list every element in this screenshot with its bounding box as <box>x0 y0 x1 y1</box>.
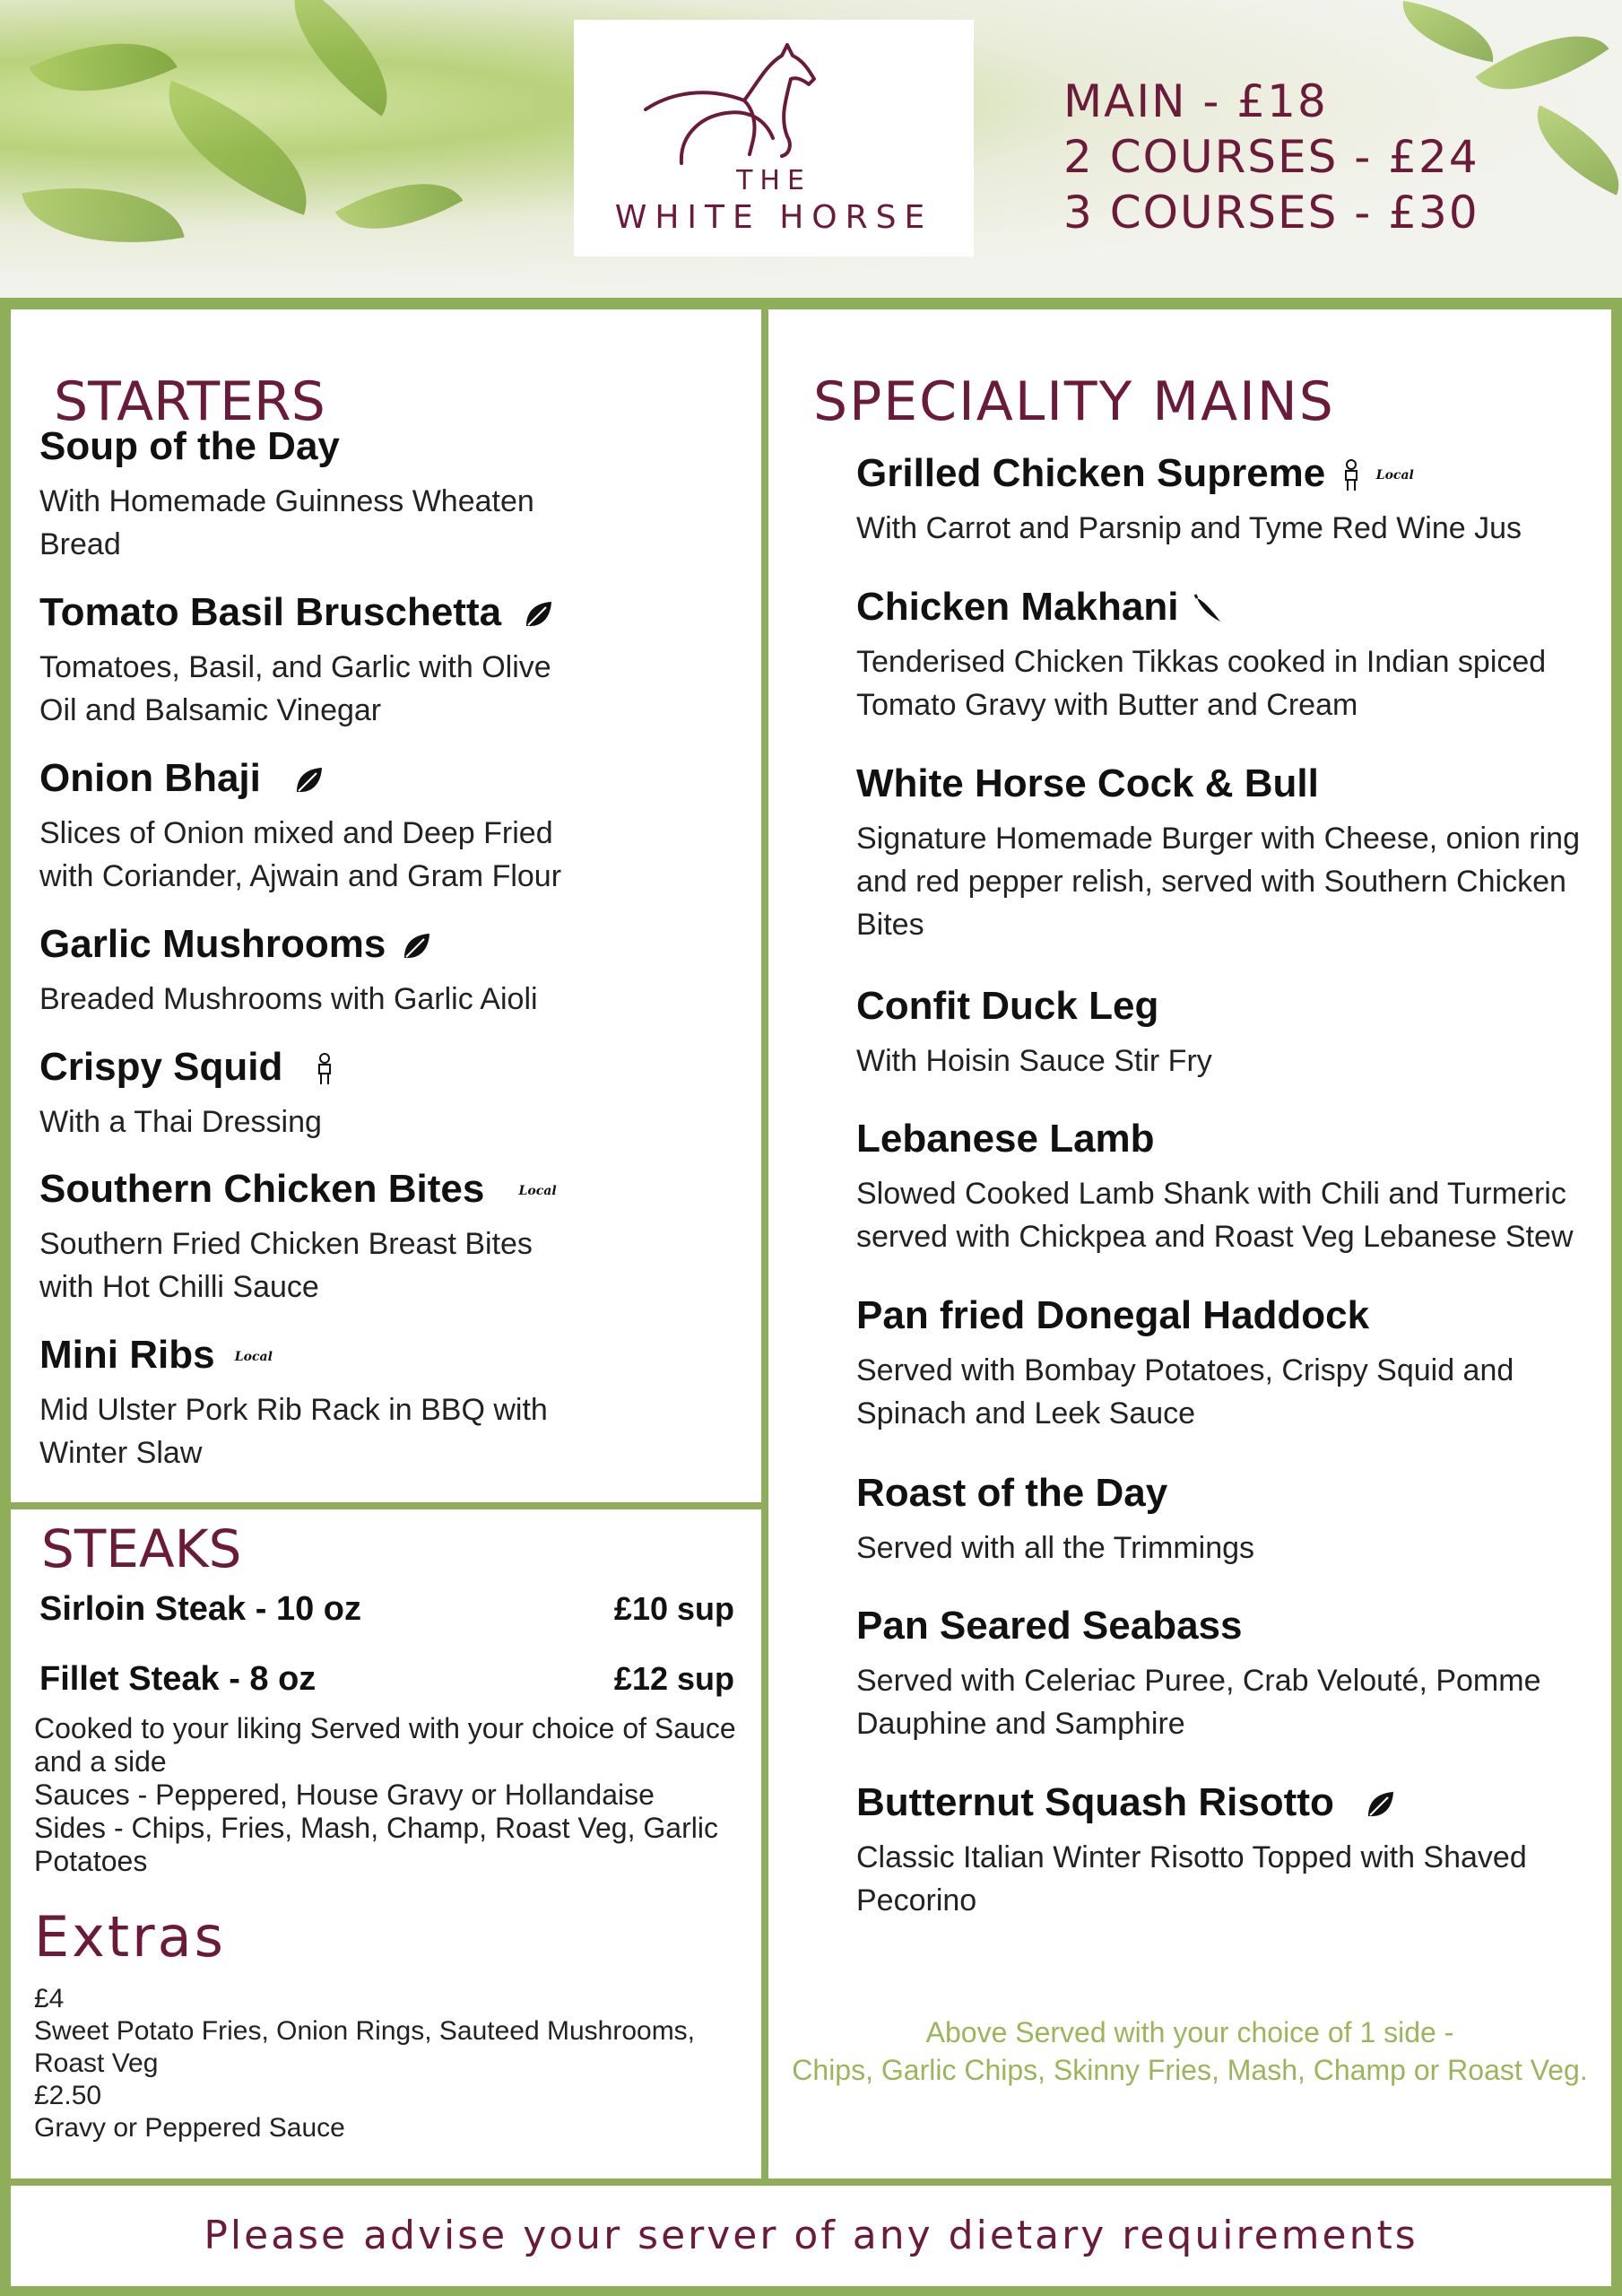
item-desc: Mid Ulster Pork Rib Rack in BBQ with Winter Slaw <box>39 1393 548 1470</box>
item-name: Onion Bhaji <box>39 756 261 800</box>
item-desc: Signature Homemade Burger with Cheese, onion ring and red pepper relish, served with Southern Chicken Bites <box>856 822 1581 942</box>
logo-the-text: THE <box>736 165 811 196</box>
extras-items: Gravy or Peppered Sauce <box>34 2113 345 2143</box>
local-label: Local <box>234 1350 273 1365</box>
starter-item <box>39 1045 721 1144</box>
leaf-decoration <box>335 154 464 259</box>
price-three-courses: 3 COURSES - £30 <box>1063 187 1479 239</box>
item-name: Crispy Squid <box>39 1045 283 1089</box>
extras-price: £2.50 <box>34 2081 102 2110</box>
sides-note-line: Chips, Garlic Chips, Skinny Fries, Mash, Champ or Roast Veg. <box>792 2054 1588 2086</box>
starter-item <box>39 756 721 898</box>
starters-panel <box>11 309 761 1502</box>
extras-price: £4 <box>34 1984 65 2013</box>
item-desc: Classic Italian Winter Risotto Topped with Shaved Pecorino <box>856 1840 1527 1918</box>
item-name: Chicken Makhani <box>856 585 1179 629</box>
steak-supplement: £10 sup <box>613 1590 734 1627</box>
item-desc: Tomatoes, Basil, and Garlic with Olive Oil and Balsamic Vinegar <box>39 650 551 727</box>
starter-item <box>39 1333 721 1474</box>
item-desc: With Homemade Guinness Wheaten Bread <box>39 484 534 561</box>
item-desc: Slowed Cooked Lamb Shank with Chili and Turmeric served with Chickpea and Roast Veg Lebanese Stew <box>856 1177 1574 1254</box>
starter-item <box>39 1167 721 1309</box>
item-name: Grilled Chicken Supreme <box>856 451 1326 495</box>
course-prices <box>1063 74 1479 240</box>
item-desc: With a Thai Dressing <box>39 1105 322 1139</box>
steak-note-line: Sides - Chips, Fries, Mash, Champ, Roast Veg, Garlic Potatoes <box>34 1812 718 1877</box>
item-name: Garlic Mushrooms <box>39 922 386 966</box>
item-name: Pan Seared Seabass <box>856 1604 1243 1648</box>
main-item <box>856 984 1592 1083</box>
leaf-decoration <box>1475 4 1609 120</box>
chef-icon <box>1340 458 1362 492</box>
item-name: Confit Duck Leg <box>856 984 1159 1028</box>
main-item <box>856 761 1592 946</box>
starter-item <box>39 922 721 1021</box>
steaks-panel <box>11 1509 761 2179</box>
sides-note <box>768 2013 1611 2089</box>
price-main: MAIN - £18 <box>1063 75 1328 127</box>
item-desc: With Hoisin Sauce Stir Fry <box>856 1044 1212 1078</box>
item-name: Pan fried Donegal Haddock <box>856 1293 1370 1337</box>
dietary-footer <box>11 2186 1611 2286</box>
item-desc: Southern Fried Chicken Breast Bites with Hot Chilli Sauce <box>39 1227 533 1304</box>
steak-name: Sirloin Steak - 10 oz <box>39 1590 361 1628</box>
leaf-decoration <box>264 0 417 117</box>
starter-item <box>39 424 721 566</box>
vegetarian-leaf-icon <box>293 765 324 796</box>
main-item <box>856 1604 1592 1745</box>
item-desc: Served with Bombay Potatoes, Crispy Squid and Spinach and Leek Sauce <box>856 1353 1514 1431</box>
steaks-title: STEAKS <box>41 1518 242 1579</box>
extras-items: Sweet Potato Fries, Onion Rings, Sauteed Mushrooms, Roast Veg <box>34 2016 696 2078</box>
steak-notes <box>34 1712 742 1878</box>
item-desc: Slices of Onion mixed and Deep Fried with Coriander, Ajwain and Gram Flour <box>39 816 562 893</box>
main-item <box>856 585 1592 726</box>
steak-name: Fillet Steak - 8 oz <box>39 1660 317 1698</box>
main-item <box>856 1780 1592 1922</box>
item-name: Tomato Basil Bruschetta <box>39 590 502 634</box>
chef-icon <box>314 1052 335 1086</box>
item-desc: Breaded Mushrooms with Garlic Aioli <box>39 982 538 1016</box>
dietary-notice: Please advise your server of any dietary requirements <box>204 2213 1418 2258</box>
extras-title: Extras <box>34 1904 226 1970</box>
item-name: Mini Ribs <box>39 1333 215 1377</box>
sides-note-line: Above Served with your choice of 1 side - <box>925 2016 1454 2048</box>
mains-panel <box>768 309 1611 2179</box>
item-desc: Tenderised Chicken Tikkas cooked in Indian spiced Tomato Gravy with Butter and Cream <box>856 645 1547 722</box>
logo-name-text: WHITE HORSE <box>614 199 933 236</box>
horse-logo-icon <box>574 20 974 172</box>
item-name: Southern Chicken Bites <box>39 1167 485 1211</box>
steak-supplement: £12 sup <box>613 1660 734 1697</box>
item-name: Soup of the Day <box>39 424 340 468</box>
fillet-steak-row <box>39 1660 734 1699</box>
chilli-icon <box>1193 593 1226 625</box>
steak-note-line: Sauces - Peppered, House Gravy or Hollandaise <box>34 1779 655 1811</box>
extras-list <box>34 1983 751 2144</box>
leaf-decoration <box>29 11 178 125</box>
item-name: Roast of the Day <box>856 1471 1168 1515</box>
sirloin-steak-row <box>39 1590 734 1629</box>
vegetarian-leaf-icon <box>1365 1789 1395 1820</box>
logo <box>574 20 974 257</box>
item-name: Lebanese Lamb <box>856 1117 1155 1161</box>
main-item <box>856 451 1592 550</box>
vegetarian-leaf-icon <box>401 931 431 961</box>
leaf-decoration <box>22 167 184 264</box>
mains-title: SPECIALITY MAINS <box>813 370 1335 433</box>
item-name: White Horse Cock & Bull <box>856 761 1319 805</box>
main-item <box>856 1471 1592 1570</box>
item-name: Butternut Squash Risotto <box>856 1780 1334 1824</box>
main-item <box>856 1117 1592 1258</box>
local-label: Local <box>1375 468 1414 483</box>
leaf-decoration <box>143 81 331 215</box>
local-label: Local <box>518 1184 557 1199</box>
price-two-courses: 2 COURSES - £24 <box>1063 131 1479 183</box>
steak-note-line: Cooked to your liking Served with your choice of Sauce and a side <box>34 1712 736 1778</box>
leaf-decoration <box>1519 105 1622 196</box>
item-desc: Served with Celeriac Puree, Crab Velouté, Pomme Dauphine and Samphire <box>856 1664 1541 1741</box>
vegetarian-leaf-icon <box>523 599 553 630</box>
leaf-decoration <box>1395 1 1500 62</box>
starters-title: STARTERS <box>54 370 325 433</box>
item-desc: Served with all the Trimmings <box>856 1531 1255 1565</box>
main-item <box>856 1293 1592 1435</box>
menu-header <box>0 0 1622 305</box>
starter-item <box>39 590 721 732</box>
item-desc: With Carrot and Parsnip and Tyme Red Wine Jus <box>856 511 1522 545</box>
